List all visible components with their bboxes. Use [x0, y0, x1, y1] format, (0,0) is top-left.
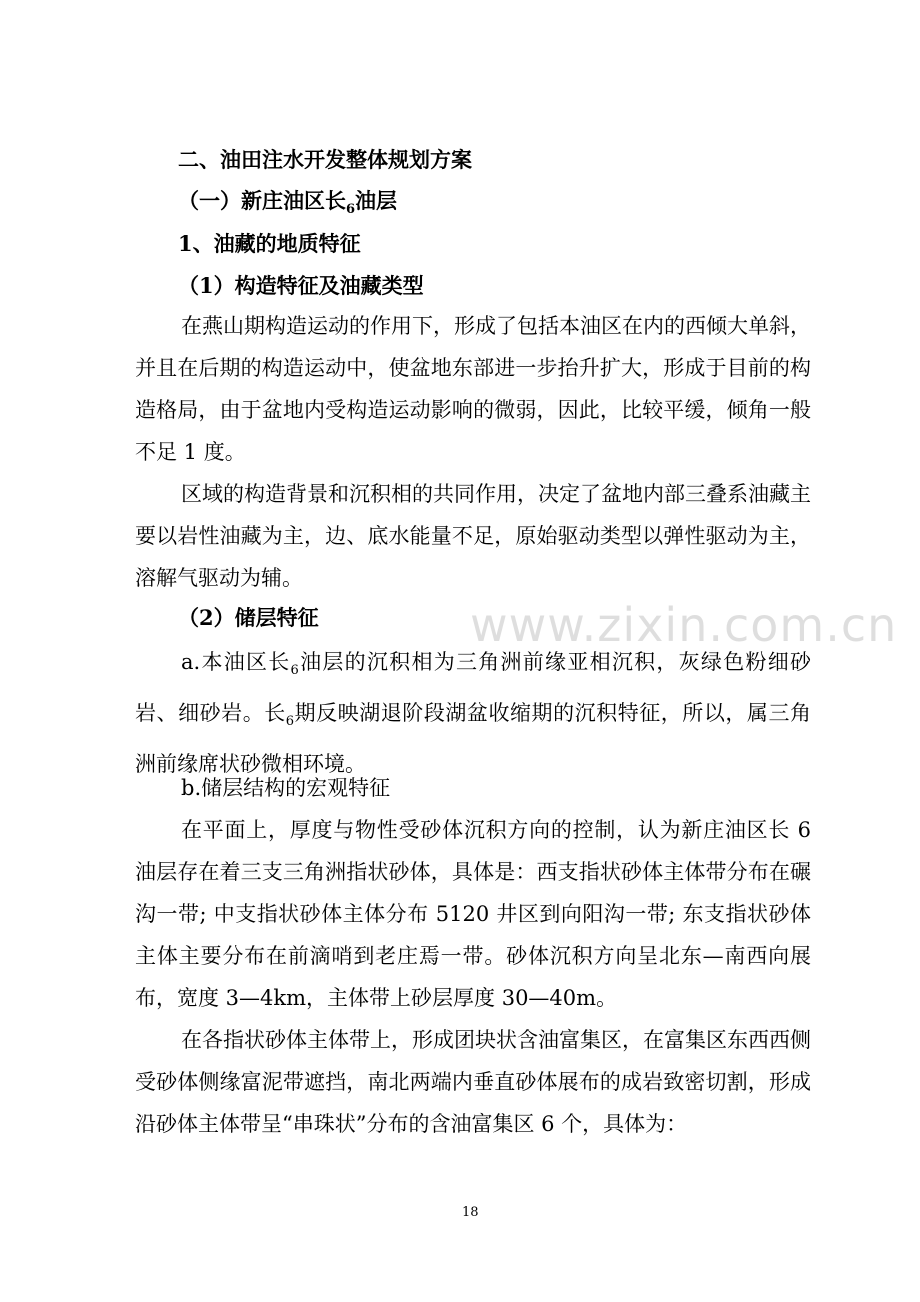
subsection-heading-text-end: 油层 — [355, 188, 398, 213]
section-heading: 二、油田注水开发整体规划方案 — [178, 147, 472, 172]
subscript-6: 6 — [285, 714, 295, 729]
paragraph-structure: 在燕山期构造运动的作用下，形成了包括本油区在内的西倾大单斜，并且在后期的构造运动中，使盆地东部进一步抬升扩大，形成于目前的构造格局，由于盆地内受构造运动影响的微弱，因此，比较平缓，倾角一般不足 1 度。 — [135, 314, 811, 464]
paragraph-reservoir-type: 区域的构造背景和沉积相的共同作用，决定了盆地内部三叠系油藏主要以岩性油藏为主，边、底水能量不足，原始驱动类型以弹性驱动为主，溶解气驱动为辅。 — [135, 482, 811, 590]
text-run: 期反映湖退阶段湖盆收缩期的沉积特征，所以，属三角洲前缘席状砂微相环境。 — [135, 701, 812, 776]
subscript-6: 6 — [346, 202, 356, 217]
subsection-heading-1 — [178, 187, 397, 224]
watermark-text: www.zixin.com.cn — [470, 598, 898, 652]
text-run: 油层的沉积相为三角洲前缘亚相沉积，灰绿色粉细砂岩、细砂岩。长 — [135, 650, 811, 725]
page-number: 18 — [462, 1205, 479, 1220]
paragraph-oil-enrichment: 在各指状砂体主体带上，形成团块状含油富集区，在富集区东西西侧受砂体侧缘富泥带遮挡，南北两端内垂直砂体展布的成岩致密切割，形成沿砂体主体带呈“串珠状”分布的含油富集区 6 个，具体为： — [135, 1028, 811, 1136]
paragraph-sand-bodies: 在平面上，厚度与物性受砂体沉积方向的控制，认为新庄油区长 6 油层存在着三支三角洲指状砂体，具体是：西支指状砂体主体带分布在碾沟一带; 中支指状砂体主体分布 5120 井区到向阳沟一带; 东支指状砂体主体主要分布在前滴哨到老庄焉一带。砂体沉积方向呈北东—南西向展布，宽度 3—4km，主体带上砂层厚度 30—40m。 — [135, 818, 811, 1010]
item-heading-1-2: （2）储层特征 — [178, 605, 319, 630]
subsection-heading-text: （一）新庄油区长 — [178, 188, 346, 213]
text-run: a.本油区长 — [181, 650, 291, 674]
subscript-6: 6 — [290, 663, 299, 678]
paragraph-sedimentary-facies — [135, 641, 811, 785]
paragraph-macro-structure-title: b.储层结构的宏观特征 — [181, 776, 391, 800]
item-heading-1: 1、油藏的地质特征 — [178, 231, 361, 256]
item-heading-1-1: （1）构造特征及油藏类型 — [178, 273, 424, 298]
